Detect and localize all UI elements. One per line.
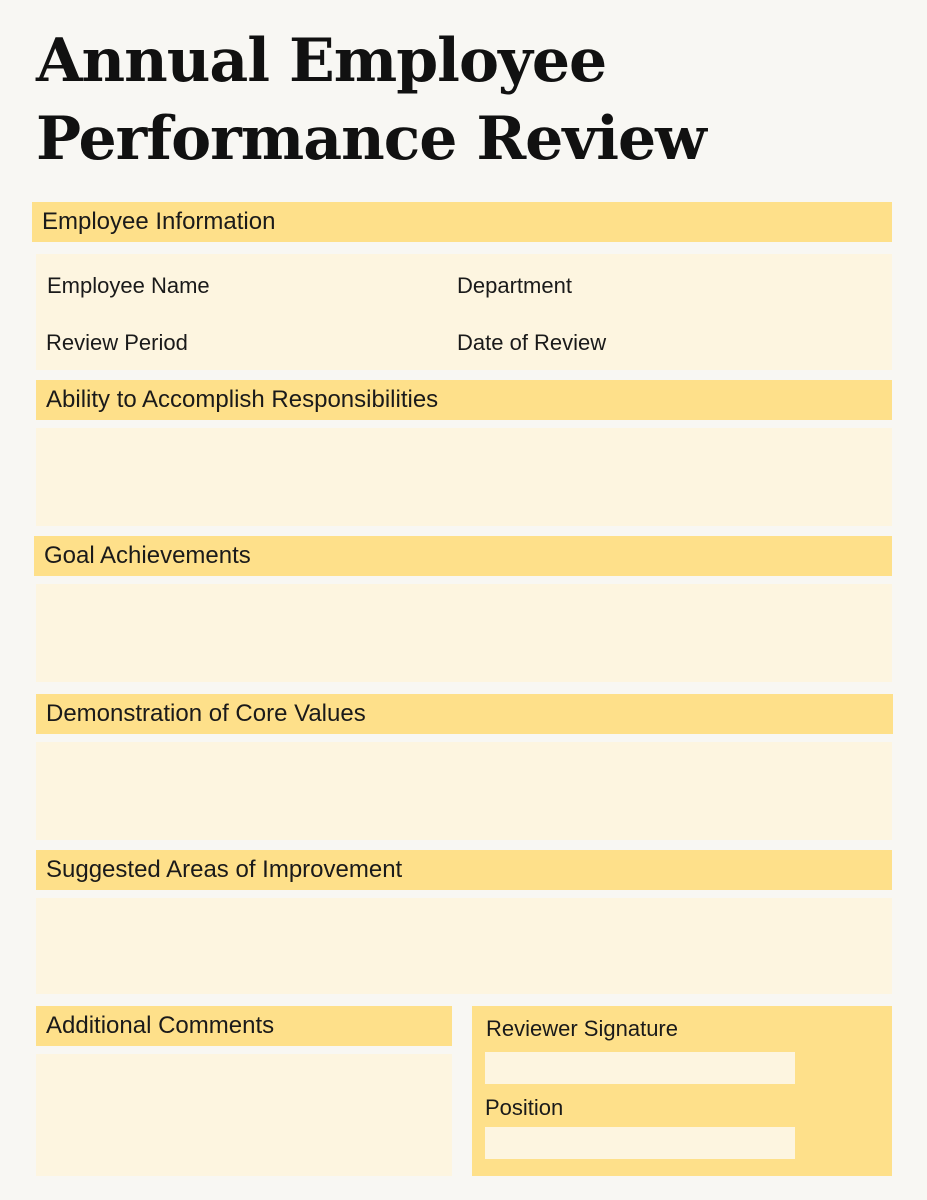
position-field[interactable] bbox=[485, 1127, 795, 1159]
section-header-additional-comments: Additional Comments bbox=[36, 1006, 452, 1046]
section-header-core-values: Demonstration of Core Values bbox=[36, 694, 893, 734]
title-line-2: Performance Review bbox=[36, 104, 706, 174]
department-label: Department bbox=[457, 273, 572, 298]
review-period-label: Review Period bbox=[46, 330, 188, 355]
section-header-improvement: Suggested Areas of Improvement bbox=[36, 850, 892, 890]
employee-name-label: Employee Name bbox=[47, 273, 210, 298]
title-line-1: Annual Employee bbox=[36, 26, 607, 96]
additional-comments-field[interactable] bbox=[36, 1054, 452, 1176]
core-values-field[interactable] bbox=[36, 742, 892, 840]
employee-information-area bbox=[36, 254, 892, 370]
page-title bbox=[36, 22, 706, 178]
section-header-responsibilities: Ability to Accomplish Responsibilities bbox=[36, 380, 892, 420]
responsibilities-field[interactable] bbox=[36, 428, 892, 526]
improvement-field[interactable] bbox=[36, 898, 892, 994]
section-header-employee-information: Employee Information bbox=[32, 202, 892, 242]
signature-block bbox=[472, 1006, 892, 1176]
goal-achievements-field[interactable] bbox=[36, 584, 892, 682]
section-header-goal-achievements: Goal Achievements bbox=[34, 536, 892, 576]
reviewer-signature-field[interactable] bbox=[485, 1052, 795, 1084]
position-label: Position bbox=[485, 1095, 564, 1120]
reviewer-signature-label: Reviewer Signature bbox=[486, 1016, 678, 1041]
date-of-review-label: Date of Review bbox=[457, 330, 607, 355]
